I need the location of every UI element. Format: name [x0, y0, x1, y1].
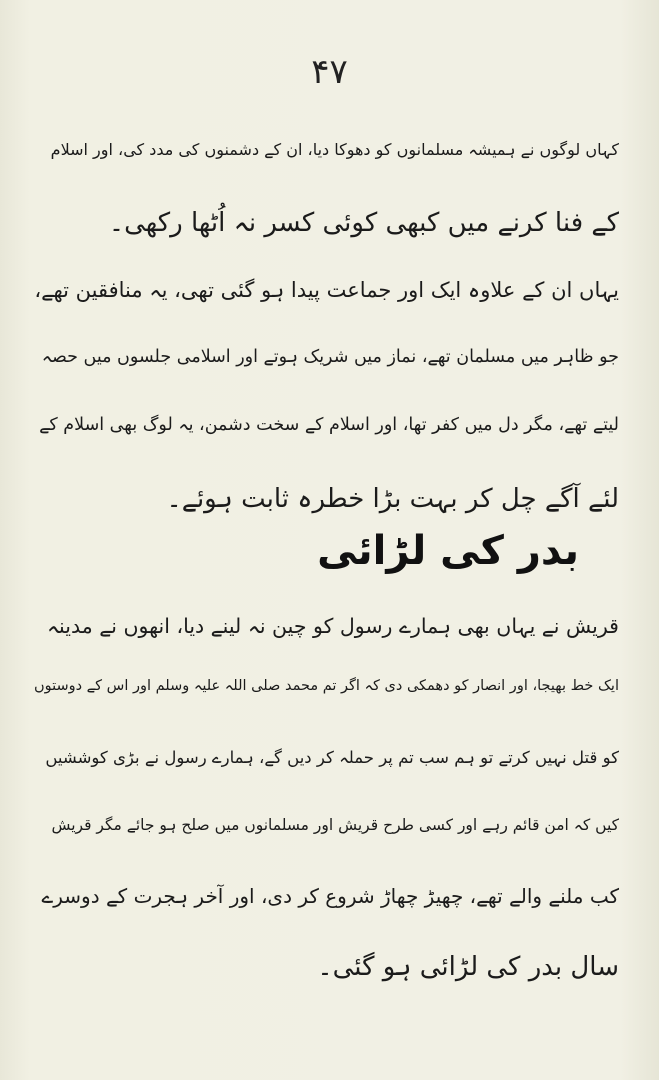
section-line-5: کب ملنے والے تھے، چھیڑ چھاڑ شروع کر دی، اور آخر ہجرت کے دوسرے	[41, 884, 619, 908]
section-line-4: کیں کہ امن قائم رہے اور کسی طرح قریش اور مسلمانوں میں صلح ہو جائے مگر قریش	[51, 816, 619, 834]
paragraph-2-line-4: لئے آگے چل کر بہت بڑا خطرہ ثابت ہوئے۔	[166, 484, 619, 514]
paragraph-1-line-2: کے فنا کرنے میں کبھی کوئی کسر نہ اُٹھا رکھی۔	[108, 208, 619, 238]
section-line-6: سال بدر کی لڑائی ہو گئی۔	[317, 952, 619, 982]
section-line-1: قریش نے یہاں بھی ہمارے رسول کو چین نہ لینے دیا، انھوں نے مدینہ	[47, 614, 619, 638]
paragraph-2-line-3: لیتے تھے، مگر دل میں کفر تھا، اور اسلام کے سخت دشمن، یہ لوگ بھی اسلام کے	[39, 415, 619, 435]
section-heading: بدر کی لڑائی	[317, 528, 579, 574]
paragraph-2-line-1: یہاں ان کے علاوہ ایک اور جماعت پیدا ہو گئی تھی، یہ منافقین تھے،	[34, 278, 619, 302]
section-line-2: ایک خط بھیجا، اور انصار کو دھمکی دی کہ اگر تم محمد صلی اللہ علیہ وسلم اور اس کے دوستوں	[33, 678, 619, 694]
paragraph-1-line-1: کہاں لوگوں نے ہمیشہ مسلمانوں کو دھوکا دیا، ان کے دشمنوں کی مدد کی، اور اسلام	[50, 140, 619, 159]
section-line-3: کو قتل نہیں کرتے تو ہم سب تم پر حملہ کر دیں گے، ہمارے رسول نے بڑی کوششیں	[45, 748, 619, 767]
paragraph-2-line-2: جو ظاہر میں مسلمان تھے، نماز میں شریک ہوتے اور اسلامی جلسوں میں حصہ	[41, 347, 619, 367]
page-number: ۴۷	[311, 52, 348, 92]
